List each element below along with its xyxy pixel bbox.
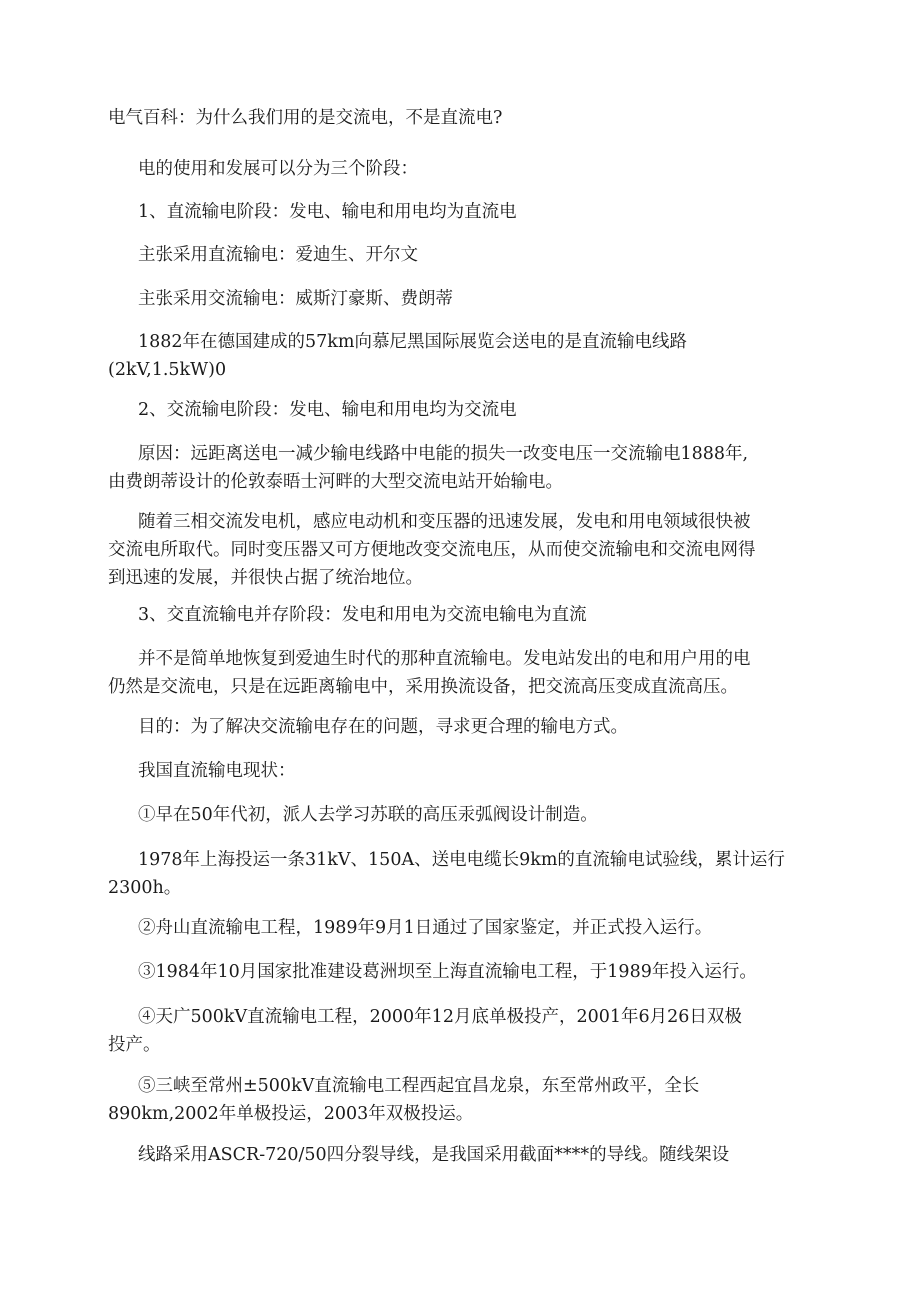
paragraph-item-2	[138, 914, 808, 942]
paragraph-item-5	[108, 1072, 808, 1128]
paragraph-china-status	[138, 757, 808, 785]
paragraph-1882-line	[108, 328, 808, 384]
paragraph-three-phase	[108, 508, 808, 592]
paragraph-line: (2kV,1.5kW)0	[108, 360, 227, 380]
paragraph-line: 2、交流输电阶段：发电、输电和用电均为交流电	[138, 400, 517, 420]
paragraph-line: 电的使用和发展可以分为三个阶段：	[138, 159, 418, 179]
paragraph-line: 主张采用直流输电：爱迪生、开尔文	[138, 245, 418, 265]
paragraph-item-1	[138, 801, 808, 829]
paragraph-stages-intro	[138, 155, 808, 183]
paragraph-conductor	[138, 1141, 808, 1169]
paragraph-line: 仍然是交流电，只是在远距离输电中，采用换流设备，把交流高压变成直流高压。	[108, 677, 738, 697]
paragraph-coexist-stage	[138, 601, 808, 629]
paragraph-line: ①早在50年代初，派人去学习苏联的高压汞弧阀设计制造。	[138, 805, 598, 825]
paragraph-line: 3、交直流输电并存阶段：发电和用电为交流电输电为直流	[138, 605, 587, 625]
paragraph-ac-advocates	[138, 285, 808, 313]
paragraph-ac-stage	[138, 396, 808, 424]
paragraph-line: 1978年上海投运一条31kV、150A、送电电缆长9km的直流输电试验线，累计运行	[138, 850, 785, 870]
paragraph-line: 890km,2002年单极投运，2003年双极投运。	[108, 1104, 474, 1124]
paragraph-line: 1882年在德国建成的57km向慕尼黑国际展览会送电的是直流输电线路	[138, 332, 688, 352]
paragraph-item-3	[138, 958, 808, 986]
paragraph-line: 投产。	[108, 1035, 161, 1055]
document-title: 电气百科：为什么我们用的是交流电，不是直流电?	[108, 108, 503, 128]
paragraph-line: 随着三相交流发电机，感应电动机和变压器的迅速发展，发电和用电领域很快被	[138, 512, 751, 532]
paragraph-1978-line	[108, 846, 808, 902]
paragraph-line: 原因：远距离送电一减少输电线路中电能的损失一改变电压一交流输电1888年,	[138, 444, 749, 464]
paragraph-line: ③1984年10月国家批准建设葛洲坝至上海直流输电工程，于1989年投入运行。	[138, 962, 757, 982]
paragraph-line: 交流电所取代。同时变压器又可方便地改变交流电压，从而使交流输电和交流电网得	[108, 540, 756, 560]
paragraph-line: 目的：为了解决交流输电存在的问题，寻求更合理的输电方式。	[138, 717, 628, 737]
paragraph-line: 1、直流输电阶段：发电、输电和用电均为直流电	[138, 202, 517, 222]
paragraph-line: 线路采用ASCR-720/50四分裂导线，是我国采用截面****的导线。随线架设	[138, 1145, 730, 1165]
paragraph-line: 由费朗蒂设计的伦敦泰晤士河畔的大型交流电站开始输电。	[108, 472, 563, 492]
paragraph-line: 2300h。	[108, 878, 182, 898]
paragraph-dc-stage	[138, 198, 808, 226]
paragraph-line: 到迅速的发展，并很快占据了统治地位。	[108, 568, 423, 588]
paragraph-reason	[108, 440, 808, 496]
paragraph-purpose	[138, 713, 808, 741]
paragraph-dc-advocates	[138, 241, 808, 269]
paragraph-line: ④天广500kV直流输电工程，2000年12月底单极投产，2001年6月26日双极	[138, 1007, 742, 1027]
paragraph-line: 主张采用交流输电：威斯汀豪斯、费朗蒂	[138, 289, 453, 309]
paragraph-not-simple	[108, 645, 808, 701]
paragraph-line: 并不是简单地恢复到爱迪生时代的那种直流输电。发电站发出的电和用户用的电	[138, 649, 751, 669]
paragraph-line: ②舟山直流输电工程，1989年9月1日通过了国家鉴定，并正式投入运行。	[138, 918, 713, 938]
paragraph-item-4	[108, 1003, 808, 1059]
paragraph-line: 我国直流输电现状：	[138, 761, 296, 781]
paragraph-line: ⑤三峡至常州±500kV直流输电工程西起宜昌龙泉，东至常州政平，全长	[138, 1076, 700, 1096]
